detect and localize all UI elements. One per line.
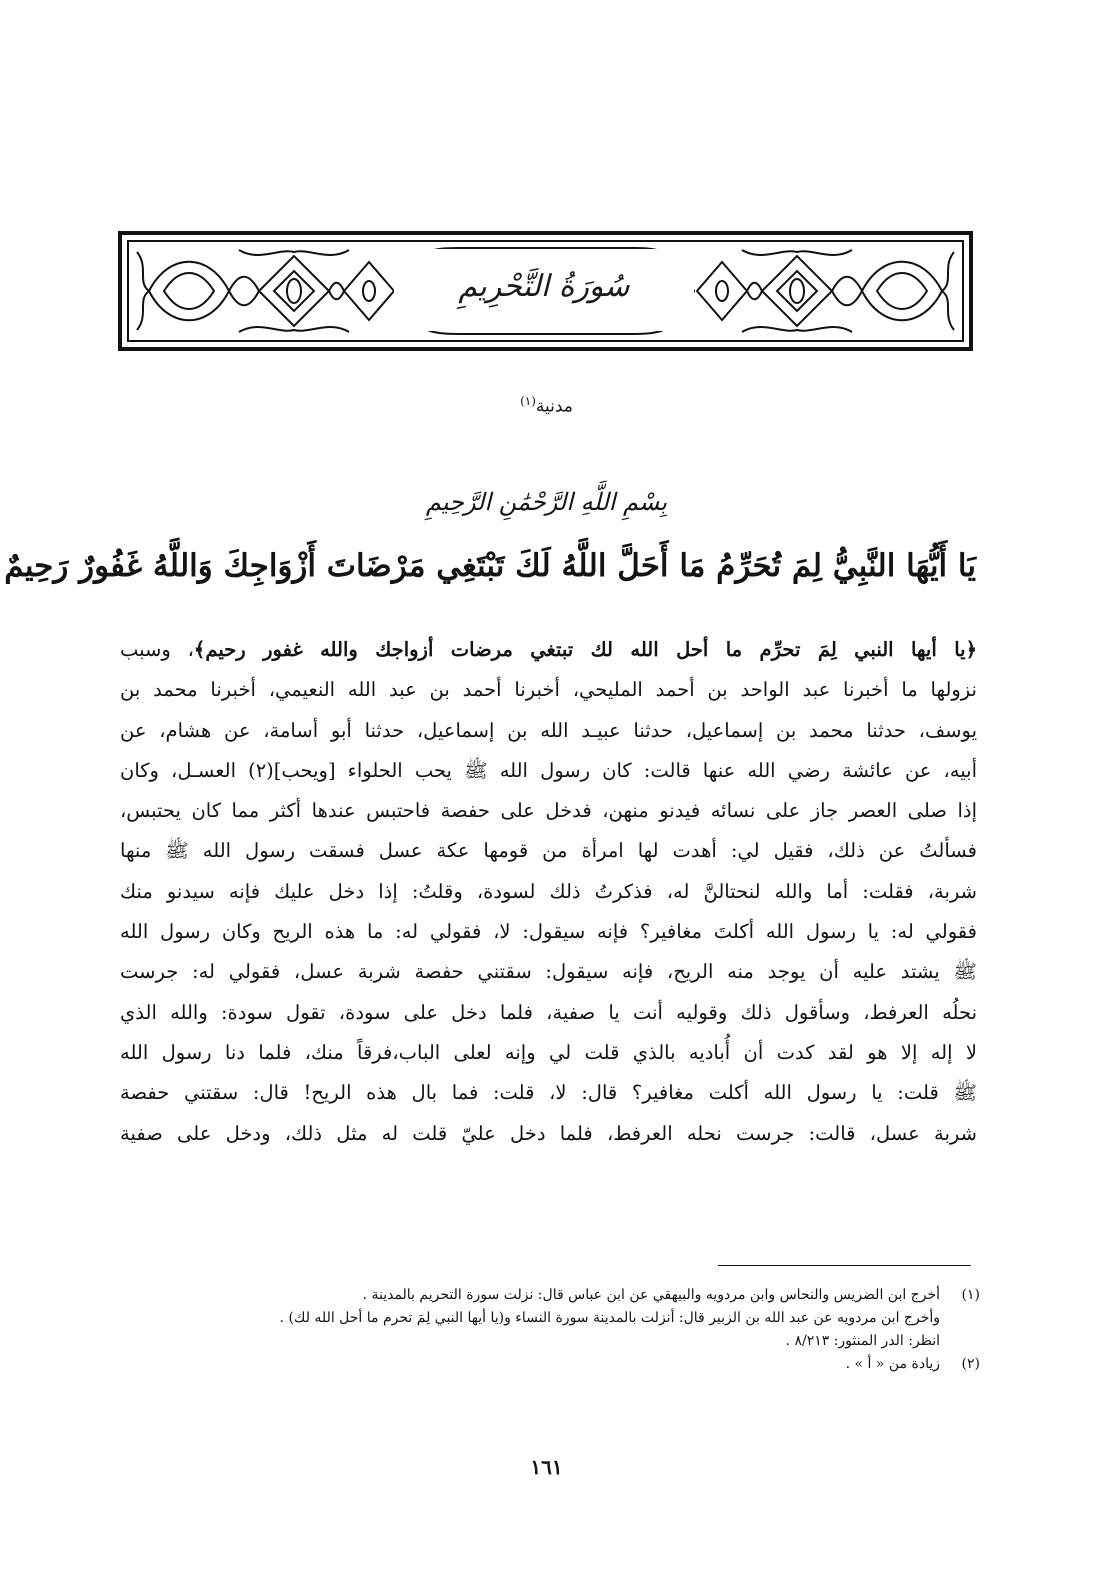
footnote-text: وأخرج ابن مردويه عن عبد الله بن الزبير قال: أنزلت بالمدينة سورة النساء و(يا أيها النبي لِمَ تحرم ما أحل الله لك) . [279, 1310, 940, 1326]
body-line: لا إله إلا هو لقد كدت أن أُباديه بالذي قلت لي وإنه لعلى الباب،فرقاً منك، فلما دنا رسول الله [120, 1040, 977, 1064]
body-line: أبيه، عن عائشة رضي الله عنها قالت: كان رسول الله ﷺ يحب الحلواء [ويحب](٢) العسـل، وكان [120, 758, 977, 782]
footnote-text: أخرج ابن الضريس والنحاس وابن مردويه والبيهقي عن ابن عباس قال: نزلت سورة التحريم بالمدينة . [362, 1287, 940, 1303]
body-line: إذا صلى العصر جاز على نسائه فيدنو منهن، فدخل على حفصة فاحتبس عندها أكثر مما كان يحتبس، [120, 799, 977, 823]
surah-header-frame [118, 231, 973, 351]
footnote-item [130, 1353, 980, 1376]
footnote-item [130, 1330, 980, 1353]
surah-title-cartouche [394, 249, 694, 331]
body-line-rest: ، وسبب [120, 638, 194, 661]
commentary-body [120, 630, 977, 1154]
footnote-mark [940, 1330, 980, 1353]
body-line: نزولها ما أخبرنا عبد الواحد بن أحمد المليحي، أخبرنا أحمد بن عبد الله النعيمي، أخبرنا محمد بن [120, 678, 977, 702]
ayah-verse [4, 548, 976, 584]
footnote-mark: (١) [961, 1287, 980, 1303]
body-line: شربة، فقلت: أما والله لنحتالنَّ له، فذكرتُ ذلك لسودة، وقلتُ: إذا دخل عليك فإنه سيدنو منك [120, 879, 977, 903]
body-line: فسألتُ عن ذلك، فقيل لي: أهدت لها امرأة من قومها عكة عسل فسقت رسول الله ﷺ منها [120, 839, 977, 863]
body-line: فقولي له: يا رسول الله أكلتَ مغافير؟ فإنه سيقول: لا، فقولي له: ما هذه الريح وكان رسول الله [120, 920, 977, 944]
page-number: ١٦١ [530, 1455, 563, 1479]
verse-quote: ﴿يا أيها النبي لِمَ تحرِّم ما أحل الله لك تبتغي مرضات أزواجك والله غفور رحيم﴾ [193, 638, 977, 661]
footnote-mark: (٢) [961, 1356, 980, 1372]
body-line: نحلُه العرفط، وسأقول ذلك وقوليه أنت يا صفية، فلما دخل على سودة، تقول سودة: والله الذي [120, 1000, 977, 1024]
footnotes [130, 1284, 980, 1376]
body-line: يوسف، حدثنا محمد بن إسماعيل، حدثنا عبيـد الله بن إسماعيل، حدثنا أبو أسامة، عن هشام، عن [120, 718, 977, 742]
body-line [120, 630, 977, 670]
footnote-mark [940, 1307, 980, 1330]
revelation-label: مدنية [535, 396, 573, 417]
ayah-text: يَا أَيُّهَا النَّبِيُّ لِمَ تُحَرِّمُ مَا أَحَلَّ اللَّهُ لَكَ تَبْتَغِي مَرْضَاتَ أَزْوَاجِكَ وَاللَّهُ غَفُورٌ رَحِيمٌ [4, 548, 976, 584]
revelation-footnote-ref: (١) [520, 394, 536, 408]
footnote-divider [718, 1265, 971, 1266]
footnote-item [130, 1307, 980, 1330]
body-line: شربة عسل، قالت: جرست نحله العرفط، فلما دخل عليّ قلت له مثل ذلك، ودخل على صفية [120, 1121, 977, 1145]
surah-title: سُورَةُ التَّحْرِيمِ [458, 269, 630, 304]
body-line: ﷺ يشتد عليه أن يوجد منه الريح، فإنه سيقول: سقتني حفصة شربة عسل، فقولي له: جرست [120, 960, 977, 984]
footnote-text: انظر: الدر المنثور: ٨/٢١٣ . [785, 1333, 940, 1349]
revelation-type [0, 394, 1093, 417]
footnote-item [130, 1284, 980, 1307]
footnote-text: زيادة من « أ » . [845, 1356, 940, 1372]
body-line: ﷺ قلت: يا رسول الله أكلت مغافير؟ قال: لا، قلت: فما بال هذه الريح! قال: سقتني حفصة [120, 1081, 977, 1105]
basmala: بِسْمِ اللَّهِ الرَّحْمَٰنِ الرَّحِيمِ [425, 488, 668, 516]
